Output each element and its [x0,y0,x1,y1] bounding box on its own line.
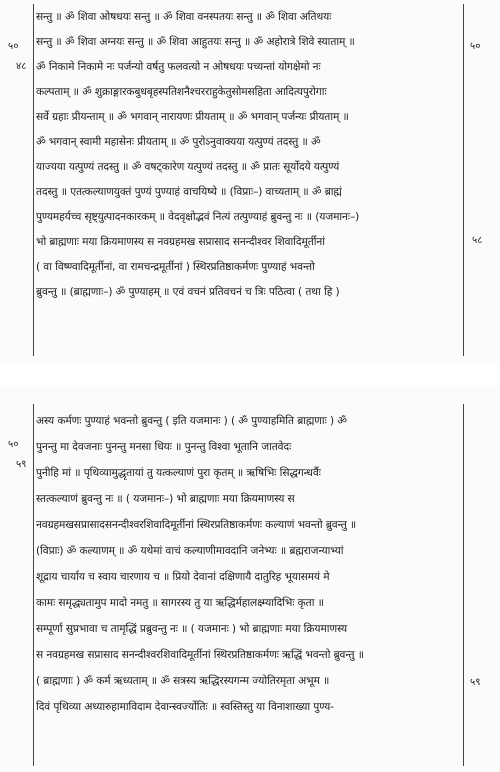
text-line: ( वा विष्ण्वादिमूर्तीनां, वा रामचन्द्रमूर्तीनां ) स्थिरप्रतिष्ठाकर्मणः पुण्याहं भवन्तो [36,261,315,273]
text-line: ॐ भगवान् स्वामी महासेनः प्रीयताम् ॥ ॐ पुरोऽनुवाक्यया यत्पुण्यं तदस्तु ॥ ॐ [36,136,321,148]
text-line: सम्पूर्णा सुप्रभावा च तामृद्धिं प्रब्रुवन्तु नः ॥ ( यजमानः ) भो ब्राह्मणाः मया क्रियमाणस्य [36,623,348,635]
text-line: शूद्राय चार्याय च स्वाय चारणाय च ॥ प्रियो देवानां दक्षिणायै दातुरिह भूयासमयं मे [36,571,330,583]
page-gap [0,362,500,386]
margin-number: ५८ [472,235,483,246]
margin-number: ५९ [16,459,27,470]
margin-number: ४८ [16,61,27,72]
bottom-page-scan [0,386,500,772]
text-line: पुनन्तु मा देवजनाः पुनन्तु मनसा धियः ॥ पुनन्तु विश्वा भूतानि जातवेदः [36,441,292,453]
text-line: भो ब्राह्मणाः मया क्रियमाणस्य स नवग्रहमख सप्रासाद सनन्दीश्वर शिवादिमूर्तीनां [36,236,325,248]
text-line: (विप्राः) ॐ कल्याणम् ॥ ॐ यथेमां वाचं कल्याणीमावदानि जनेभ्यः ॥ ब्रह्मराजन्याभ्यां [36,545,344,557]
text-line: अस्य कर्मणः पुण्याहं भवन्तो ब्रुवन्तु ( इति यजमानः ) ( ॐ पुण्याहमिति ब्राह्मणाः ) ॐ [36,415,347,427]
text-line: स्तत्कल्याणं ब्रुवन्तु नः ॥ ( यजमानः–) भो ब्राह्मणाः मया क्रियमाणस्य स [36,493,295,505]
text-line: सर्वे ग्रहाः प्रीयन्ताम् ॥ ॐ भगवान् नारायणः प्रीयताम् ॥ ॐ भगवान् पर्जन्यः प्रीयताम् ॥ [36,111,349,123]
text-line: ( ब्राह्मणाः ) ॐ कर्म ऋध्यताम् ॥ ॐ सत्रस्य ऋद्धिरस्यगन्म ज्योतिरमृता अभूम ॥ [36,675,330,687]
text-line: स नवग्रहमख सप्रासाद सनन्दीश्वरशिवादिमूर्तीनां स्थिरप्रतिष्ठाकर्मणः ऋद्धिं भवन्तो ब्रुवन्तु ॥ [36,649,364,661]
text-line: पुनीहि मां ॥ पृथिव्यामुद्धृतायां तु यत्कल्याणं पुरा कृतम् ॥ ऋषिभिः सिद्धगन्धर्वैः [36,467,321,479]
margin-number: ५० [8,41,19,52]
right-margin-rule [463,404,464,766]
margin-number: ५० [470,41,481,52]
text-line: कल्पताम् ॥ ॐ शुक्राङ्गारकबुधबृहस्पतिशनैश्चरराहुकेतुसोमसहिता आदित्यपुरोगाः [36,86,327,98]
text-line: याज्यया यत्पुण्यं तदस्तु ॥ ॐ वषट्कारेण यत्पुण्यं तदस्तु ॥ ॐ प्रातः सूर्योदये यत्पुण्यं [36,161,340,173]
text-line: ॐ निकामे निकामे नः पर्जन्यो वर्षतु फलवत्यो न ओषधयः पच्यन्तां योगक्षेमो नः [36,61,321,73]
text-line: ब्रुवन्तु ॥ (ब्राह्मणाः–) ॐ पुण्याहम् ॥ एवं वचनं प्रतिवचनं च त्रिः पठित्वा ( तथा हि ) [36,286,340,298]
right-margin-rule [463,4,464,356]
text-line: सन्तु ॥ ॐ शिवा ओषधयः सन्तु ॥ ॐ शिवा वनस्पतयः सन्तु ॥ ॐ शिवा अतिथयः [36,11,332,23]
margin-number: ५९ [470,677,481,688]
text-line: सन्तु ॥ ॐ शिवा अग्नयः सन्तु ॥ ॐ शिवा आहुतयः सन्तु ॥ ॐ अहोरात्रे शिवे स्याताम् ॥ [36,36,355,48]
top-page-scan [0,0,500,362]
text-line: पुण्यमहर्यच्च सृष्ट्युत्पादनकारकम् ॥ वेदवृक्षोद्भवं नित्यं तत्पुण्याहं ब्रुवन्तु नः ॥ (यजमानः–) [36,211,360,223]
margin-number: ५० [8,439,19,450]
text-line: कामः समृद्ध्यतामुप मादो नमतु ॥ सागरस्य तु या ऋद्धिर्महालक्ष्म्यादिभिः कृता ॥ [36,597,324,609]
left-margin-rule [33,404,34,766]
text-line: दिवं पृथिव्या अध्यारुहामाविदाम देवान्स्वर्ज्योतिः ॥ स्वस्तिस्तु या विनाशाख्या पुण्य- [36,701,334,713]
text-line: नवग्रहमखसप्रासादसनन्दीश्वरशिवादिमूर्तीनां स्थिरप्रतिष्ठाकर्मणः कल्याणं भवन्तो ब्रुवन्तु ॥ [36,519,357,531]
text-line: तदस्तु ॥ एतत्कल्याणयुक्तं पुण्यं पुण्याहं वाचयिष्ये ॥ (विप्राः–) वाच्यताम् ॥ ॐ ब्राह्मं [36,186,342,198]
left-margin-rule [33,4,34,356]
